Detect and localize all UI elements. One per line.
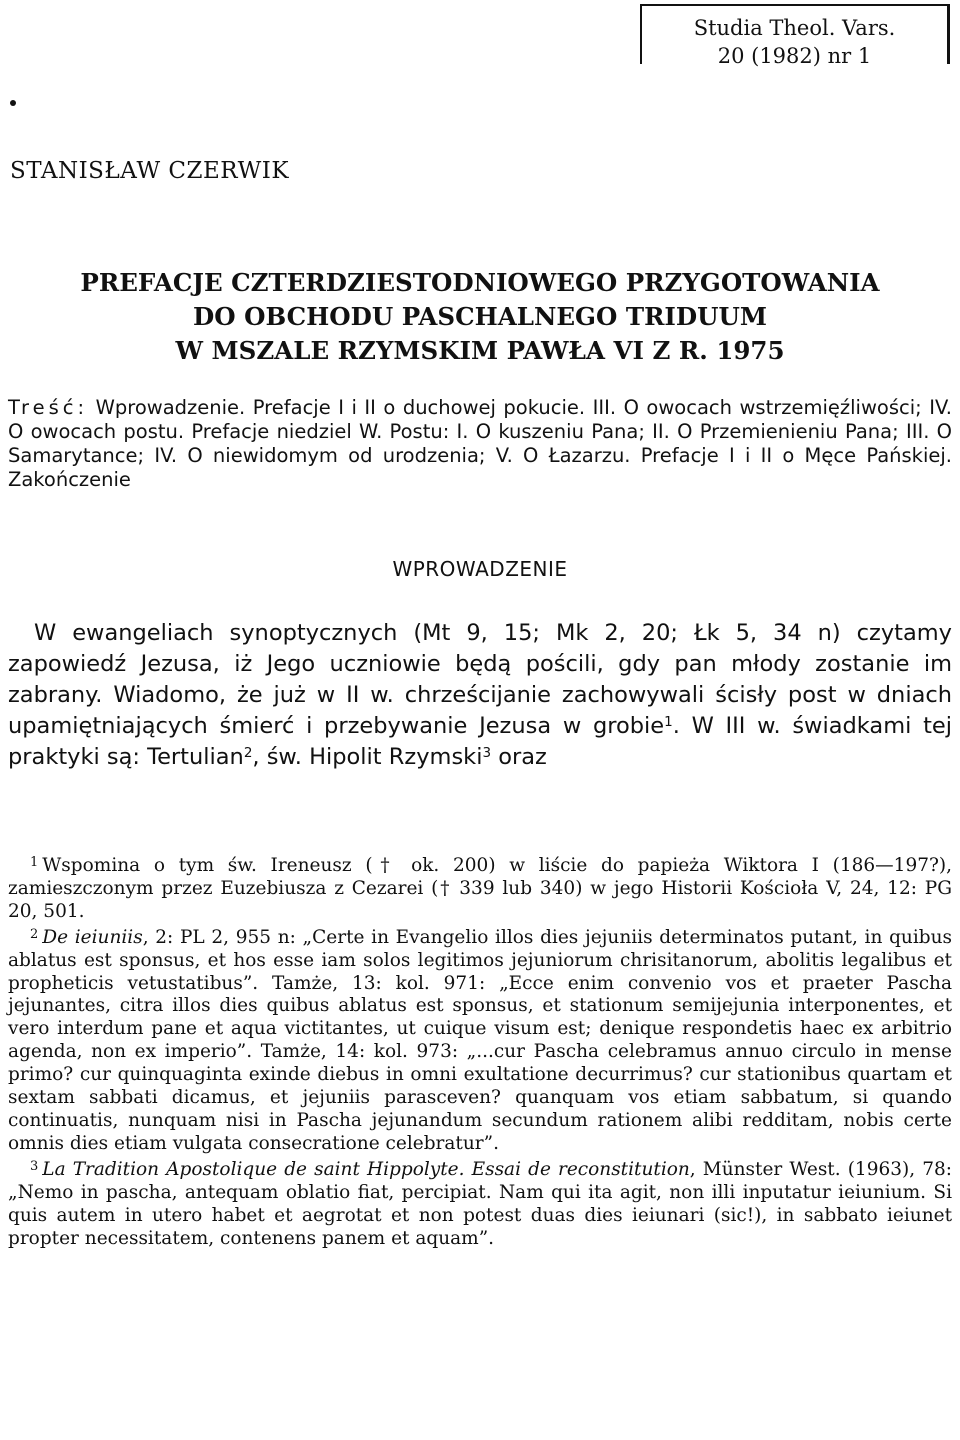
footnote-source-title: De ieiuniis [42, 926, 143, 948]
footnote-source-title: La Tradition Apostolique de saint Hippolyte. Essai de reconstitution [42, 1158, 690, 1180]
journal-name: Studia Theol. Vars. [693, 16, 896, 40]
body-text-1: W ewangeliach synoptycznych (Mt 9, 15; Mk 2, 20; Łk 5, 34 n) czytamy zapowiedź Jezusa, iż Jego uczniowie będą pościli, gdy pan młody zostanie im zabrany. Wiadomo, że już w II w. chrześcijanie zachowywali ścisły post w dniach upamiętniających śmierć i przebywanie Jezusa w grobie [8, 620, 952, 739]
body-text-4: oraz [491, 744, 547, 770]
title-line-2: DO OBCHODU PASCHALNEGO TRIDUUM [193, 302, 767, 331]
contents-text: Wprowadzenie. Prefacje I i II o duchowej pokucie. III. O owocach wstrzemięźliwości; IV. O owocach postu. Prefacje niedziel W. Postu: I. O kuszeniu Pana; II. O Przemienieniu Pana; III. O Samarytance; IV. O niewidomym od urodzenia; V. O Łazarzu. Prefacje I i II o Męce Pańskiej. Zakończenie [8, 396, 952, 491]
footnote-number: 2 [30, 926, 39, 942]
footnote-text: Wspomina o tym św. Ireneusz († ok. 200) w liście do papieża Wiktora I (186—197?), zamieszczonym przez Euzebiusza z Cezarei († 339 lub 340) w jego Historii Kościoła V, 24, 12: PG 20, 501. [8, 855, 952, 922]
footnote-number: 3 [30, 1158, 39, 1174]
footnote-number: 1 [30, 855, 39, 870]
body-paragraph [8, 618, 952, 773]
author-name: STANISŁAW CZERWIK [10, 158, 290, 184]
footnote-text: , Münster West. (1963), 78: „Nemo in pascha, antequam oblatio fiat, percipiat. Nam qui ita agit, non illi inputatur ieiunium. Si quis autem in utero habet et aegrotat et non potest duas dies ieiunari (sic!), in sabbato ieiunet propter necessitatem, contenens panem et aquam”. [8, 1158, 952, 1249]
body-text-2: . W III w. świadkami tej praktyki są: Tertulian [8, 713, 952, 770]
footnote-3 [8, 1156, 952, 1251]
footnote-ref-1: 1 [664, 714, 673, 730]
body-text-3: , św. Hipolit Rzymski [252, 744, 483, 770]
footnote-text: , 2: PL 2, 955 n: „Certe in Evangelio illos dies jejuniis determinatos putant, in quibus ablatus est sponsus, et hos esse iam solos legitimos jejuniorum chrisitanorum, abolitis legalibus et propheticis vetustatibus”. Tamże, 13: kol. 971: „Ecce enim convenio vos et praeter Pascha jejunantes, citra illos dies quibus ablatus est sponsus, et stationum semijejunia interponentes, et vero interdum pane et aqua victitantes, ut cuique visum est; denique respondetis haec ex arbitrio agenda, non ex imperio”. Tamże, 14: kol. 973: „...cur Pascha celebramus annuo circulo in mense primo? cur quinquaginta exinde diebus in omni exultatione decurrimus? cur stationibus quartam et sextam sabbati dicamus, et jejuniis parasceven? quanquam vos etiam sabbatum, si quando continuatis, nunquam nisi in Pascha jejunandum secundum rationem alibi redditam, nobis certe omnis dies etiam vulgata consecratione celebratur”. [8, 926, 953, 1154]
stray-dot-mark [10, 100, 16, 106]
footnote-1 [8, 852, 952, 924]
journal-volume: 20 (1982) nr 1 [717, 44, 872, 68]
section-heading: WPROWADZENIE [392, 557, 568, 581]
journal-citation-box [640, 4, 950, 68]
title-line-1: PREFACJE CZTERDZIESTODNIOWEGO PRZYGOTOWANIA [80, 268, 880, 297]
footnote-ref-3: 3 [482, 745, 492, 761]
article-title [0, 266, 960, 368]
footnotes [8, 852, 952, 1250]
title-line-3: W MSZALE RZYMSKIM PAWŁA VI Z R. 1975 [175, 336, 785, 365]
footnote-2 [8, 924, 952, 1156]
footnote-ref-2: 2 [243, 745, 253, 761]
table-of-contents [8, 396, 952, 492]
contents-label: Treść: [8, 396, 89, 419]
